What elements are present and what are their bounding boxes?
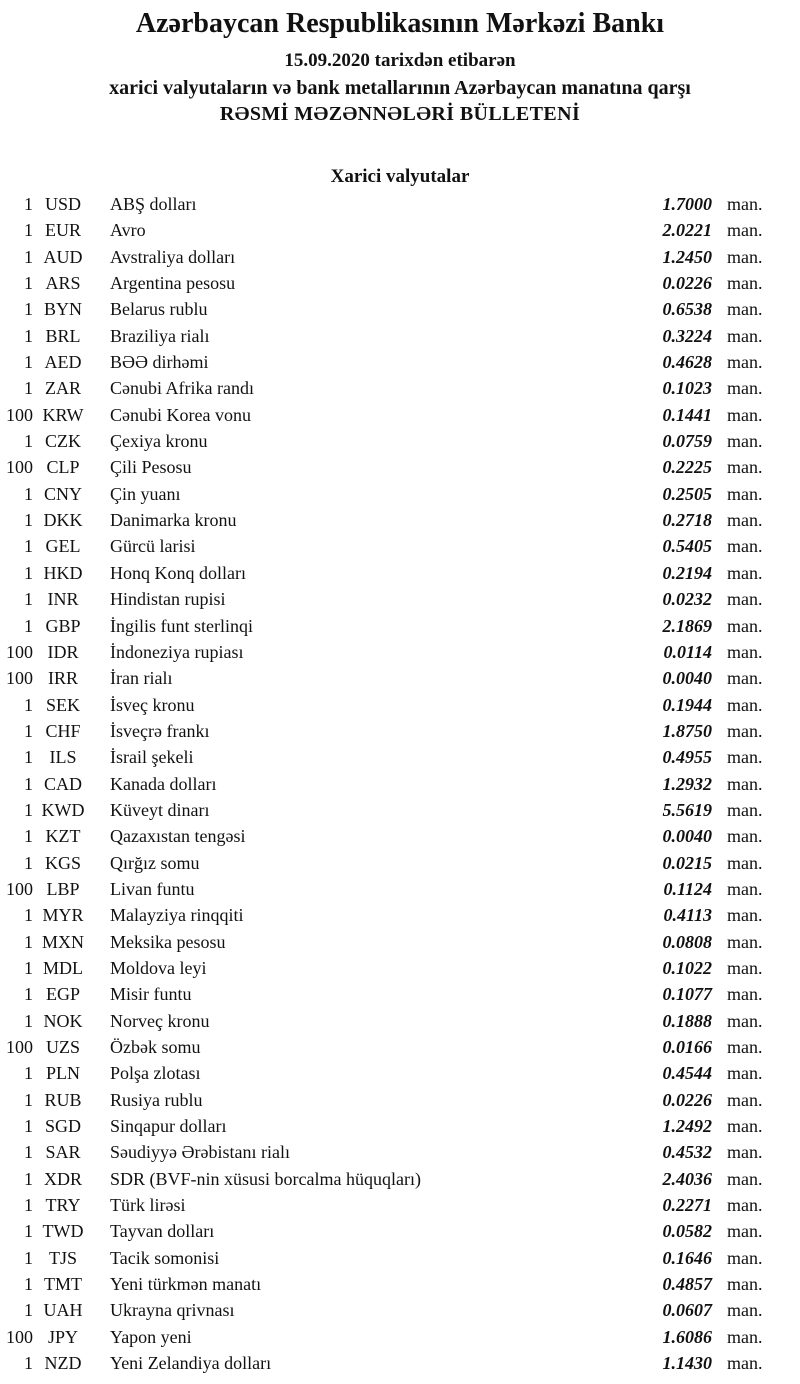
currency-name-cell: Qırğız somu (110, 852, 200, 873)
currency-name-cell: Çexiya kronu (110, 431, 208, 452)
unit-cell: man. (727, 1037, 763, 1057)
unit-cell: man. (727, 1300, 763, 1321)
rate-value-cell: 0.4955 (662, 747, 712, 768)
rate-value-cell: 0.0232 (662, 589, 712, 610)
rate-value-cell: 0.0226 (662, 273, 712, 294)
quantity-cell: 100 (6, 457, 33, 478)
rate-value-cell: 0.6538 (662, 299, 712, 320)
currency-name-cell: Tayvan dolları (110, 1221, 215, 1242)
quantity-cell: 1 (24, 931, 33, 952)
currency-name-cell: Səudiyyə Ərəbistanı rialı (110, 1142, 290, 1163)
currency-code-cell: PLN (45, 1063, 80, 1084)
currency-name-cell: Yeni Zelandiya dolları (110, 1353, 272, 1374)
currency-name-cell: Braziliya rialı (110, 325, 210, 346)
table-row (0, 876, 800, 902)
unit-cell: man. (727, 352, 763, 373)
table-row (0, 981, 800, 1007)
currency-name-cell: İsveç kronu (110, 694, 195, 715)
table-row (0, 1008, 800, 1034)
currency-code-cell: ILS (49, 747, 77, 768)
table-row (0, 191, 800, 217)
currency-name-cell: Rusiya rublu (110, 1089, 203, 1110)
unit-cell: man. (727, 615, 763, 636)
currency-code-cell: CHF (45, 720, 81, 741)
table-row (0, 217, 800, 243)
currency-code-cell: KZT (45, 826, 81, 847)
rate-value-cell: 1.6086 (662, 1326, 712, 1347)
currency-name-cell: Moldova leyi (110, 957, 207, 978)
currency-code-cell: UAH (43, 1300, 83, 1321)
table-row (0, 244, 800, 270)
rate-value-cell: 1.8750 (662, 720, 712, 741)
currency-code-cell: ZAR (45, 378, 81, 399)
quantity-cell: 1 (24, 299, 33, 320)
quantity-cell: 1 (24, 1142, 33, 1163)
unit-cell: man. (727, 1116, 763, 1137)
unit-cell: man. (727, 957, 763, 978)
table-row (0, 1297, 800, 1323)
rate-value-cell: 5.5619 (662, 799, 712, 820)
quantity-cell: 1 (24, 510, 33, 531)
currency-name-cell: Qazaxıstan tengəsi (110, 826, 246, 847)
table-row (0, 929, 800, 955)
quantity-cell: 1 (24, 352, 33, 373)
quantity-cell: 1 (24, 378, 33, 399)
currency-code-cell: MXN (41, 931, 84, 952)
currency-code-cell: CNY (43, 483, 82, 504)
quantity-cell: 1 (24, 1247, 33, 1268)
quantity-cell: 1 (24, 852, 33, 873)
unit-cell: man. (727, 694, 763, 715)
currency-code-cell: SEK (45, 694, 80, 715)
rate-value-cell: 2.4036 (662, 1168, 712, 1189)
rate-value-cell: 0.5405 (662, 536, 712, 557)
table-row (0, 1139, 800, 1165)
table-row (0, 1324, 800, 1350)
rate-value-cell: 1.2492 (662, 1116, 712, 1137)
currency-name-cell: BƏƏ dirhəmi (110, 352, 209, 373)
table-row (0, 1245, 800, 1271)
table-row (0, 955, 800, 981)
table-row (0, 1087, 800, 1113)
unit-cell: man. (727, 852, 763, 873)
currency-code-cell: KGS (44, 852, 81, 873)
rate-value-cell: 0.0166 (662, 1037, 712, 1057)
unit-cell: man. (727, 1326, 763, 1347)
currency-name-cell: Livan funtu (110, 878, 195, 899)
rate-value-cell: 0.0607 (662, 1300, 712, 1321)
currency-name-cell: İsrail şekeli (110, 747, 194, 768)
currency-name-cell: Özbək somu (110, 1037, 201, 1057)
rate-value-cell: 0.4628 (662, 352, 712, 373)
rate-value-cell: 0.0582 (662, 1221, 712, 1242)
quantity-cell: 1 (24, 799, 33, 820)
table-row (0, 613, 800, 639)
quantity-cell: 1 (24, 536, 33, 557)
table-row (0, 270, 800, 296)
quantity-cell: 1 (24, 1010, 33, 1031)
rate-value-cell: 0.1944 (662, 694, 712, 715)
currency-code-cell: CLP (46, 457, 80, 478)
rate-value-cell: 0.3224 (662, 325, 712, 346)
table-row (0, 718, 800, 744)
table-row (0, 1060, 800, 1086)
rate-value-cell: 0.1646 (662, 1247, 712, 1268)
currency-name-cell: Avstraliya dolları (110, 246, 236, 267)
table-row (0, 533, 800, 559)
currency-name-cell: Ukrayna qrivnası (110, 1300, 235, 1321)
currency-name-cell: ABŞ dolları (110, 194, 197, 214)
unit-cell: man. (727, 431, 763, 452)
rate-value-cell: 0.0114 (663, 641, 712, 662)
currency-name-cell: Kanada dolları (110, 773, 217, 794)
rate-value-cell: 0.1441 (662, 404, 712, 425)
unit-cell: man. (727, 720, 763, 741)
currency-code-cell: TWD (42, 1221, 84, 1242)
currency-name-cell: Küveyt dinarı (110, 799, 210, 820)
quantity-cell: 1 (24, 1300, 33, 1321)
currency-code-cell: KWD (41, 799, 85, 820)
currency-name-cell: İngilis funt sterlinqi (110, 615, 253, 636)
unit-cell: man. (727, 1353, 763, 1374)
table-row (0, 454, 800, 480)
quantity-cell: 1 (24, 773, 33, 794)
currency-name-cell: Sinqapur dolları (110, 1116, 227, 1137)
quantity-cell: 1 (24, 220, 33, 241)
table-row (0, 296, 800, 322)
currency-code-cell: UZS (45, 1037, 80, 1057)
unit-cell: man. (727, 1221, 763, 1242)
currency-code-cell: DKK (43, 510, 83, 531)
unit-cell: man. (727, 1247, 763, 1268)
currency-name-cell: Çili Pesosu (110, 457, 192, 478)
currency-code-cell: HKD (43, 562, 83, 583)
currency-code-cell: LBP (46, 878, 80, 899)
quantity-cell: 1 (24, 431, 33, 452)
currency-code-cell: XDR (43, 1168, 82, 1189)
unit-cell: man. (727, 1010, 763, 1031)
table-row (0, 349, 800, 375)
table-row (0, 692, 800, 718)
currency-name-cell: İndoneziya rupiası (110, 641, 244, 662)
currency-name-cell: Malayziya rinqqiti (110, 905, 244, 926)
currency-name-cell: Danimarka kronu (110, 510, 237, 531)
currency-name-cell: Polşa zlotası (110, 1063, 201, 1084)
currency-name-cell: Çin yuanı (110, 483, 181, 504)
rate-value-cell: 0.1888 (662, 1010, 712, 1031)
currency-name-cell: Yapon yeni (110, 1326, 192, 1347)
rate-value-cell: 0.0040 (662, 668, 712, 689)
rate-value-cell: 0.4532 (662, 1142, 712, 1163)
quantity-cell: 1 (24, 747, 33, 768)
quantity-cell: 1 (24, 1221, 33, 1242)
unit-cell: man. (727, 984, 763, 1005)
table-row (0, 665, 800, 691)
quantity-cell: 1 (24, 905, 33, 926)
currency-code-cell: INR (47, 589, 79, 610)
unit-cell: man. (727, 194, 763, 214)
currency-code-cell: BYN (43, 299, 82, 320)
currency-name-cell: Misir funtu (110, 984, 192, 1005)
bank-title: Azərbaycan Respublikasının Mərkəzi Bankı (135, 8, 665, 39)
table-row (0, 1034, 800, 1060)
currency-code-cell: RUB (44, 1089, 82, 1110)
table-row (0, 586, 800, 612)
table-row (0, 823, 800, 849)
unit-cell: man. (727, 457, 763, 478)
currency-code-cell: CAD (43, 773, 82, 794)
rate-value-cell: 0.2194 (662, 562, 712, 583)
rate-value-cell: 0.0215 (662, 852, 712, 873)
quantity-cell: 1 (24, 194, 33, 214)
unit-cell: man. (727, 220, 763, 241)
quantity-cell: 1 (24, 246, 33, 267)
quantity-cell: 1 (24, 562, 33, 583)
quantity-cell: 1 (24, 694, 33, 715)
unit-cell: man. (727, 1168, 763, 1189)
unit-cell: man. (727, 931, 763, 952)
currency-code-cell: GBP (45, 615, 81, 636)
quantity-cell: 1 (24, 273, 33, 294)
unit-cell: man. (727, 1089, 763, 1110)
table-row (0, 560, 800, 586)
currency-code-cell: JPY (47, 1326, 78, 1347)
table-row (0, 771, 800, 797)
quantity-cell: 100 (6, 878, 33, 899)
rate-value-cell: 1.1430 (662, 1353, 712, 1374)
currency-name-cell: Norveç kronu (110, 1010, 210, 1031)
unit-cell: man. (727, 483, 763, 504)
rate-value-cell: 0.0040 (662, 826, 712, 847)
rate-value-cell: 0.0226 (662, 1089, 712, 1110)
unit-cell: man. (727, 589, 763, 610)
quantity-cell: 100 (6, 1037, 33, 1057)
quantity-cell: 1 (24, 1353, 33, 1374)
unit-cell: man. (727, 773, 763, 794)
currency-code-cell: MYR (42, 905, 84, 926)
table-row (0, 797, 800, 823)
currency-code-cell: TRY (45, 1195, 81, 1216)
currency-code-cell: SAR (45, 1142, 81, 1163)
currency-name-cell: Avro (110, 220, 146, 241)
currency-code-cell: AED (44, 352, 82, 373)
unit-cell: man. (727, 562, 763, 583)
currency-code-cell: MDL (43, 957, 83, 978)
unit-cell: man. (727, 273, 763, 294)
table-row (0, 1166, 800, 1192)
currency-code-cell: IDR (47, 641, 79, 662)
table-row (0, 850, 800, 876)
quantity-cell: 1 (24, 720, 33, 741)
rate-value-cell: 0.4857 (662, 1274, 712, 1295)
rate-value-cell: 1.2932 (662, 773, 712, 794)
rate-value-cell: 0.0808 (662, 931, 712, 952)
table-row (0, 1113, 800, 1139)
unit-cell: man. (727, 299, 763, 320)
rate-value-cell: 0.2505 (662, 483, 712, 504)
unit-cell: man. (727, 826, 763, 847)
quantity-cell: 1 (24, 325, 33, 346)
quantity-cell: 1 (24, 483, 33, 504)
unit-cell: man. (727, 378, 763, 399)
currency-code-cell: CZK (45, 431, 81, 452)
unit-cell: man. (727, 878, 763, 899)
table-row (0, 639, 800, 665)
quantity-cell: 1 (24, 1089, 33, 1110)
currency-name-cell: Gürcü larisi (110, 536, 196, 557)
unit-cell: man. (727, 668, 763, 689)
rate-value-cell: 0.0759 (662, 431, 712, 452)
currency-code-cell: KRW (42, 404, 84, 425)
currency-code-cell: AUD (43, 246, 83, 267)
unit-cell: man. (727, 641, 763, 662)
currency-code-cell: IRR (47, 668, 78, 689)
rate-value-cell: 0.2271 (662, 1195, 712, 1216)
quantity-cell: 1 (24, 1063, 33, 1084)
quantity-cell: 1 (24, 984, 33, 1005)
currency-code-cell: ARS (45, 273, 81, 294)
currency-code-cell: NOK (43, 1010, 83, 1031)
quantity-cell: 1 (24, 1195, 33, 1216)
exchange-rates-table (0, 191, 800, 1376)
rate-value-cell: 1.2450 (662, 246, 712, 267)
quantity-cell: 1 (24, 1168, 33, 1189)
table-row (0, 1271, 800, 1297)
unit-cell: man. (727, 905, 763, 926)
currency-name-cell: SDR (BVF-nin xüsusi borcalma hüquqları) (110, 1168, 421, 1189)
currency-code-cell: EGP (45, 984, 80, 1005)
quantity-cell: 1 (24, 957, 33, 978)
table-row (0, 507, 800, 533)
rate-value-cell: 0.2225 (662, 457, 712, 478)
currency-code-cell: GEL (45, 536, 81, 557)
unit-cell: man. (727, 510, 763, 531)
rate-value-cell: 0.2718 (662, 510, 712, 531)
unit-cell: man. (727, 1063, 763, 1084)
unit-cell: man. (727, 404, 763, 425)
quantity-cell: 1 (24, 1274, 33, 1295)
table-row (0, 744, 800, 770)
currency-name-cell: Argentina pesosu (110, 273, 236, 294)
unit-cell: man. (727, 536, 763, 557)
effective-date-line: 15.09.2020 tarixdən etibarən (284, 50, 516, 71)
quantity-cell: 100 (6, 668, 33, 689)
currency-name-cell: Cənubi Afrika randı (110, 378, 254, 399)
table-row (0, 428, 800, 454)
currency-name-cell: Tacik somonisi (110, 1247, 220, 1268)
currency-name-cell: Meksika pesosu (110, 931, 226, 952)
quantity-cell: 100 (6, 404, 33, 425)
quantity-cell: 100 (6, 1326, 33, 1347)
currency-code-cell: USD (44, 194, 81, 214)
rate-value-cell: 2.0221 (662, 220, 712, 241)
table-row (0, 1218, 800, 1244)
unit-cell: man. (727, 799, 763, 820)
table-row (0, 375, 800, 401)
table-row (0, 1192, 800, 1218)
rate-value-cell: 0.4544 (662, 1063, 712, 1084)
table-row (0, 323, 800, 349)
currency-name-cell: Belarus rublu (110, 299, 208, 320)
currency-name-cell: İsveçrə frankı (110, 720, 210, 741)
rate-value-cell: 1.7000 (662, 194, 712, 214)
unit-cell: man. (727, 325, 763, 346)
currency-name-cell: Türk lirəsi (110, 1195, 186, 1216)
rate-value-cell: 0.1077 (662, 984, 712, 1005)
currency-name-cell: Honq Konq dolları (110, 562, 246, 583)
rate-value-cell: 0.4113 (663, 905, 712, 926)
unit-cell: man. (727, 246, 763, 267)
currency-name-cell: Yeni türkmən manatı (110, 1274, 262, 1295)
quantity-cell: 1 (24, 589, 33, 610)
table-row (0, 1350, 800, 1376)
currency-name-cell: Cənubi Korea vonu (110, 404, 251, 425)
quantity-cell: 1 (24, 1116, 33, 1137)
rate-value-cell: 0.1124 (663, 878, 712, 899)
currency-name-cell: Hindistan rupisi (110, 589, 226, 610)
rate-value-cell: 0.1023 (662, 378, 712, 399)
unit-cell: man. (727, 1142, 763, 1163)
currency-code-cell: BRL (45, 325, 81, 346)
rate-value-cell: 0.1022 (662, 957, 712, 978)
table-row (0, 481, 800, 507)
currency-code-cell: TMT (44, 1274, 82, 1295)
table-row (0, 402, 800, 428)
section-title-foreign-currencies: Xarici valyutalar (330, 166, 470, 187)
quantity-cell: 100 (6, 641, 33, 662)
table-row (0, 902, 800, 928)
currency-code-cell: EUR (45, 220, 81, 241)
currency-code-cell: SGD (44, 1116, 81, 1137)
unit-cell: man. (727, 1195, 763, 1216)
bulletin-title: RƏSMİ MƏZƏNNƏLƏRİ BÜLLETENİ (219, 103, 581, 125)
quantity-cell: 1 (24, 826, 33, 847)
unit-cell: man. (727, 747, 763, 768)
subject-line: xarici valyutaların və bank metallarının Azərbaycan manatına qarşı (109, 77, 691, 99)
rate-value-cell: 2.1869 (662, 615, 712, 636)
quantity-cell: 1 (24, 615, 33, 636)
currency-name-cell: İran rialı (110, 668, 173, 689)
unit-cell: man. (727, 1274, 763, 1295)
currency-code-cell: TJS (48, 1247, 77, 1268)
currency-code-cell: NZD (44, 1353, 82, 1374)
